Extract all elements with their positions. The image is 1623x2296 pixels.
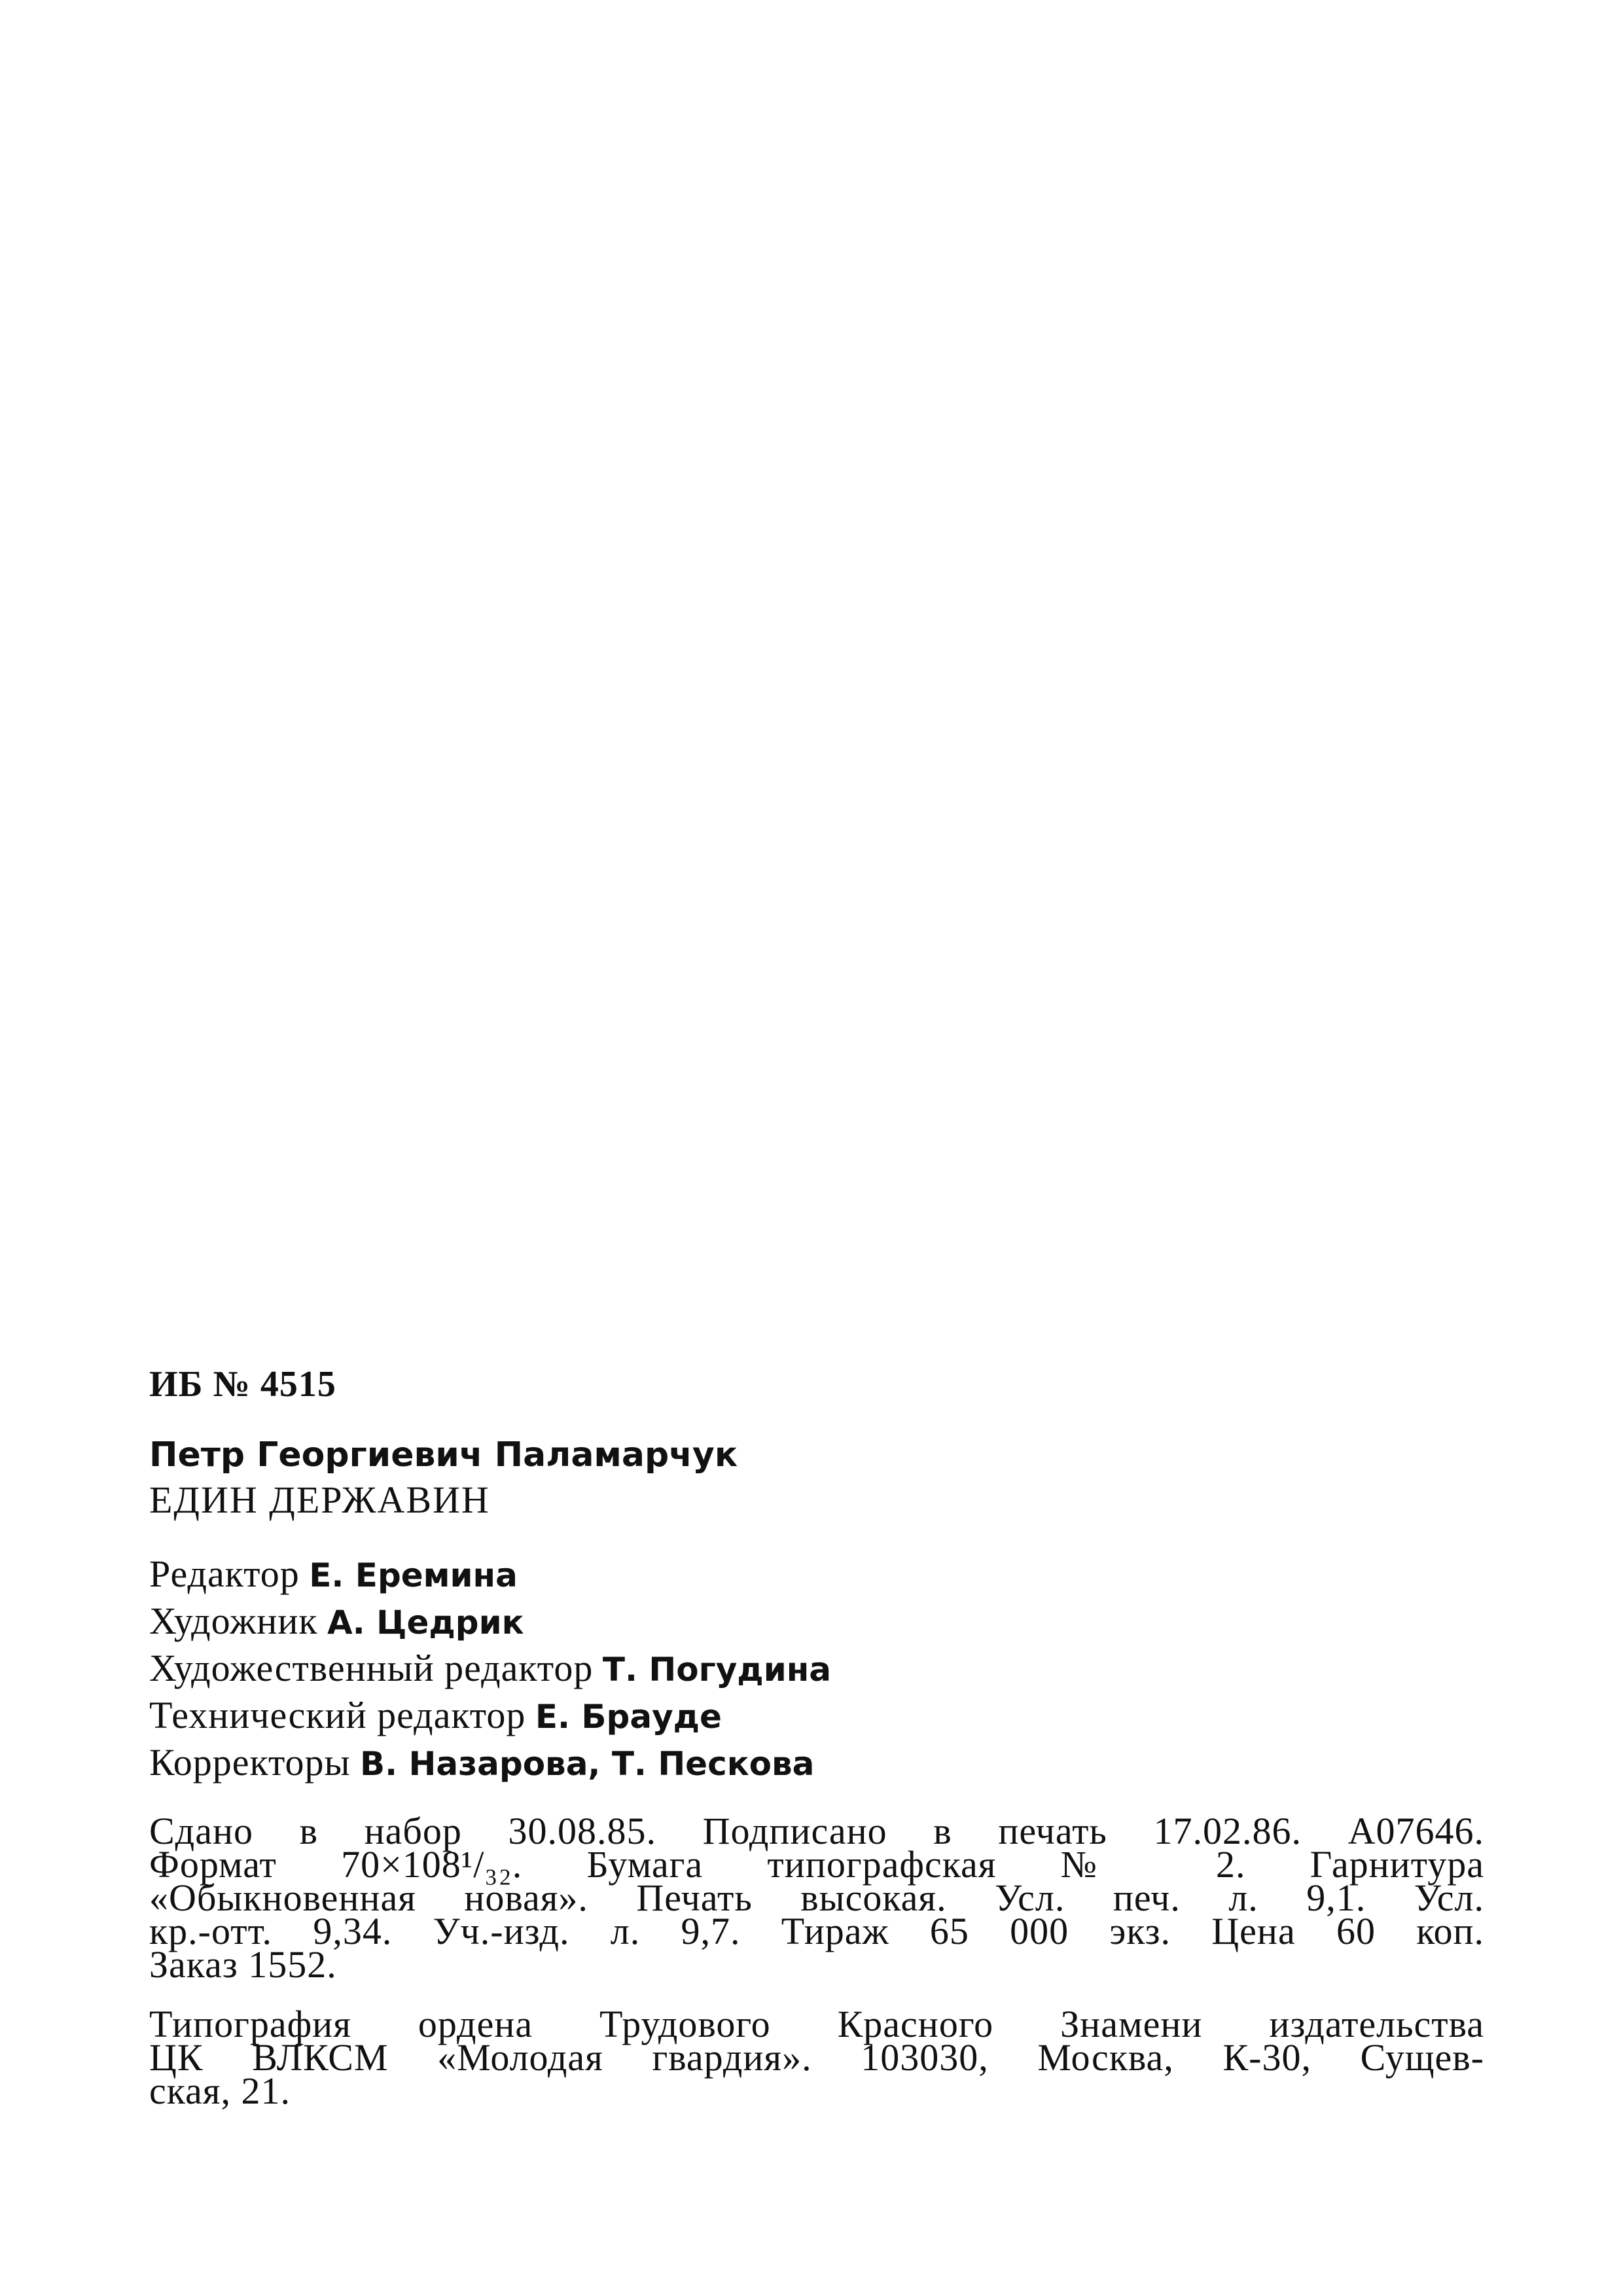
- print-info-line: Заказ 1552.: [149, 1943, 337, 1986]
- credit-role: Корректоры: [149, 1741, 351, 1784]
- credit-row-tech-editor: [149, 1693, 1484, 1740]
- credit-role: Художественный редактор: [149, 1647, 594, 1689]
- printing-house-line: ЦК ВЛКСМ «Молодая гвардия». 103030, Москва, К-30, Сущев-: [149, 2036, 1484, 2079]
- author-name: Петр Георгиевич Паламарчук: [149, 1435, 738, 1475]
- print-info-line: «Обыкновенная новая». Печать высокая. Усл. печ. л. 9,1. Усл.: [149, 1876, 1484, 1919]
- credit-name: Е. Еремина: [309, 1556, 518, 1594]
- printing-house-info: [149, 2003, 1484, 2112]
- credit-name: Е. Брауде: [535, 1698, 722, 1736]
- credit-role: Технический редактор: [149, 1694, 526, 1736]
- printing-house-line: Типография ордена Трудового Красного Знамени издательства: [149, 2003, 1484, 2045]
- print-info-line: кр.-отт. 9,34. Уч.-изд. л. 9,7. Тираж 65 000 экз. Цена 60 коп.: [149, 1910, 1484, 1952]
- credit-role: Художник: [149, 1600, 318, 1642]
- credit-name: Т. Погудина: [602, 1651, 832, 1689]
- credits-list: [149, 1551, 1484, 1787]
- print-info-line: Сдано в набор 30.08.85. Подписано в печать 17.02.86. А07646.: [149, 1810, 1484, 1852]
- credit-row-editor: [149, 1551, 1484, 1598]
- credit-row-art-editor: [149, 1645, 1484, 1693]
- ib-number: ИБ № 4515: [149, 1364, 336, 1405]
- colophon: [149, 1361, 1484, 2112]
- credit-name: А. Цедрик: [327, 1604, 524, 1641]
- credit-name: В. Назарова, Т. Пескова: [360, 1745, 815, 1783]
- book-title: ЕДИН ДЕРЖАВИН: [149, 1479, 490, 1521]
- credit-row-proofreaders: [149, 1740, 1484, 1787]
- print-info-line: Формат 70×108¹/₃₂. Бумага типографская № 2. Гарнитура: [149, 1843, 1484, 1886]
- print-info: [149, 1810, 1484, 1986]
- credit-row-artist: [149, 1598, 1484, 1645]
- printing-house-line: ская, 21.: [149, 2070, 291, 2112]
- credit-role: Редактор: [149, 1552, 300, 1595]
